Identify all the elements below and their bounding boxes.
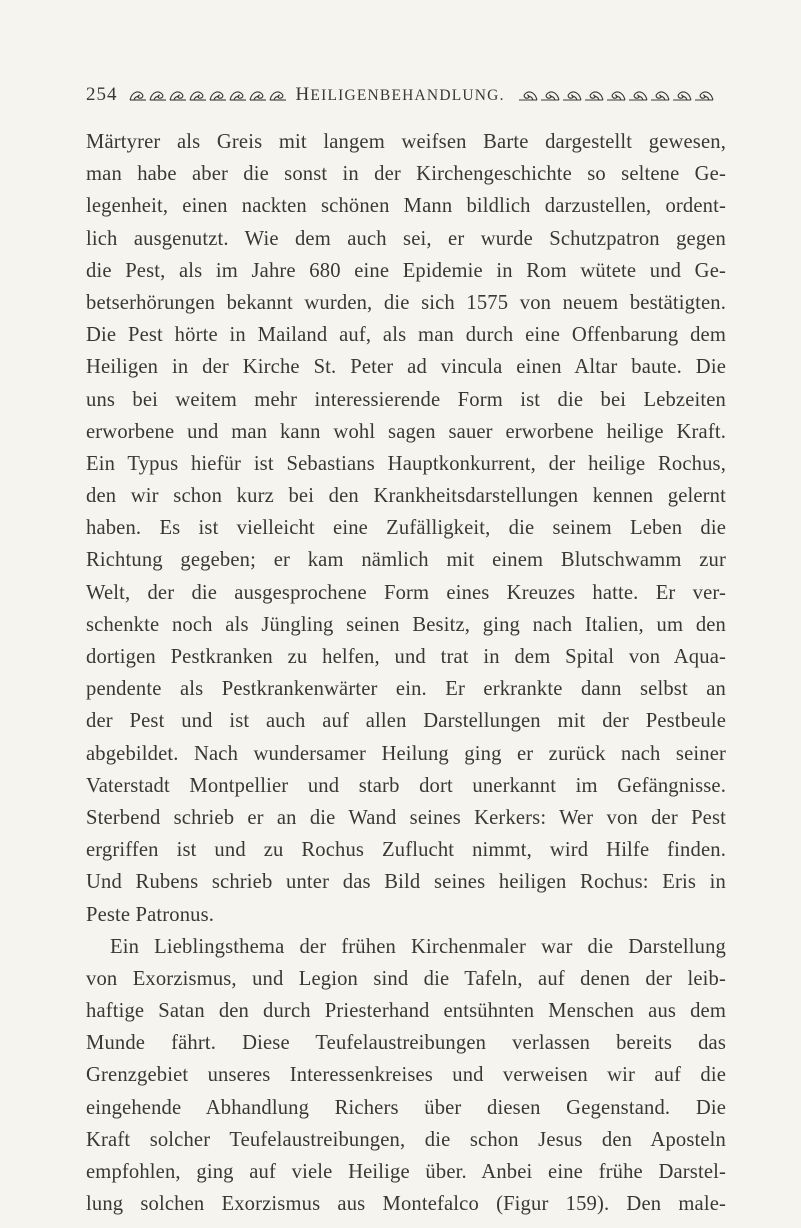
text-line: Ein Lieblingsthema der frühen Kirchenmaler war die Darstellung bbox=[110, 935, 726, 958]
text-line: Grenzgebiet unseres Interessenkreises und verweisen wir auf die bbox=[86, 1064, 726, 1087]
text-line: man habe aber die sonst in der Kirchengeschichte so seltene Ge- bbox=[86, 163, 726, 186]
text-line: lich ausgenutzt. Wie dem auch sei, er wurde Schutzpatron gegen bbox=[86, 227, 726, 250]
text-line: Ein Typus hiefür ist Sebastians Hauptkonkurrent, der heilige Rochus, bbox=[86, 452, 726, 475]
text-line: eingehende Abhandlung Richers über diesen Gegenstand. Die bbox=[86, 1096, 726, 1119]
paragraph-rochus bbox=[86, 126, 726, 931]
text-line: von Exorzismus, und Legion sind die Tafeln, auf denen der leib- bbox=[86, 967, 726, 990]
text-line: betserhörungen bekannt wurden, die sich 1575 von neuem bestätigten. bbox=[86, 291, 726, 314]
text-line: Die Pest hörte in Mailand auf, als man durch eine Offenbarung dem bbox=[86, 324, 726, 347]
text-line: lung solchen Exorzismus aus Montefalco (Figur 159). Den male- bbox=[86, 1193, 726, 1216]
page-header bbox=[86, 82, 726, 108]
text-line: Vaterstadt Montpellier und starb dort unerkannt im Gefängnisse. bbox=[86, 774, 726, 797]
text-line: Munde fährt. Diese Teufelaustreibungen verlassen bereits das bbox=[86, 1032, 726, 1055]
text-line: legenheit, einen nackten schönen Mann bildlich darzustellen, ordent- bbox=[86, 195, 726, 218]
text-line: Märtyrer als Greis mit langem weifsen Barte dargestellt gewesen, bbox=[86, 131, 726, 153]
text-line: pendente als Pestkrankenwärter ein. Er erkrankte dann selbst an bbox=[86, 678, 726, 701]
text-line: den wir schon kurz bei den Krankheitsdarstellungen kennen gelernt bbox=[86, 485, 726, 508]
text-line: Heiligen in der Kirche St. Peter ad vincula einen Altar baute. Die bbox=[86, 356, 726, 379]
text-line: Welt, der die ausgesprochene Form eines Kreuzes hatte. Er ver- bbox=[86, 581, 726, 604]
text-line: Peste Patronus. bbox=[86, 903, 215, 926]
text-line: erworbene und man kann wohl sagen sauer erworbene heilige Kraft. bbox=[86, 420, 726, 443]
text-line: Richtung gegeben; er kam nämlich mit einem Blutschwamm zur bbox=[86, 549, 726, 572]
paragraph-exorzismus bbox=[86, 931, 726, 1221]
text-line: Kraft solcher Teufelaustreibungen, die schon Jesus den Aposteln bbox=[86, 1128, 726, 1151]
page-number: 254 bbox=[86, 84, 118, 105]
text-line: uns bei weitem mehr interessierende Form ist die bei Lebzeiten bbox=[86, 388, 726, 411]
body-text bbox=[86, 126, 726, 1220]
text-line: schenkte noch als Jüngling seinen Besitz, ging nach Italien, um den bbox=[86, 613, 726, 636]
text-line: haftige Satan den durch Priesterhand entsühnten Menschen aus dem bbox=[86, 1000, 726, 1023]
text-line: Sterbend schrieb er an die Wand seines Kerkers: Wer von der Pest bbox=[86, 806, 726, 829]
right-fleuron-ornament-icon bbox=[517, 85, 715, 105]
text-line: dortigen Pestkranken zu helfen, und trat in dem Spital von Aqua- bbox=[86, 646, 726, 668]
text-line: der Pest und ist auch auf allen Darstellungen mit der Pestbeule bbox=[86, 710, 726, 733]
text-line: abgebildet. Nach wundersamer Heilung ging er zurück nach seiner bbox=[86, 742, 726, 765]
running-head-title: HEILIGENBEHANDLUNG. bbox=[295, 84, 505, 105]
text-line: haben. Es ist vielleicht eine Zufälligkeit, die seinem Leben die bbox=[86, 517, 726, 540]
text-line: ergriffen ist und zu Rochus Zuflucht nimmt, wird Hilfe finden. bbox=[86, 839, 726, 862]
text-line: die Pest, als im Jahre 680 eine Epidemie in Rom wütete und Ge- bbox=[86, 259, 726, 282]
text-line: Und Rubens schrieb unter das Bild seines heiligen Rochus: Eris in bbox=[86, 871, 726, 894]
left-fleuron-ornament-icon bbox=[128, 85, 286, 105]
text-line: empfohlen, ging auf viele Heilige über. Anbei eine frühe Darstel- bbox=[86, 1161, 726, 1183]
